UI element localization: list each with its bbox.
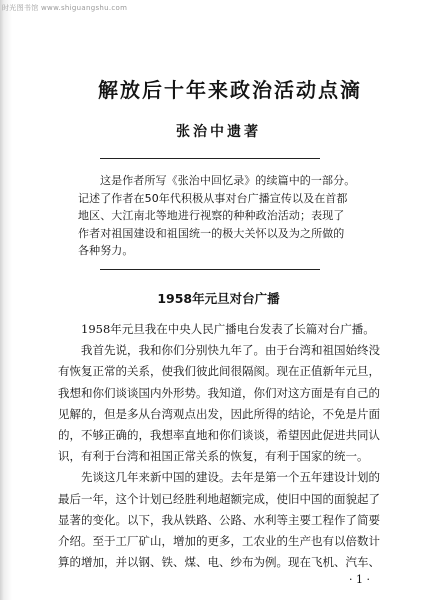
article-title: 解放后十年来政治活动点滴 <box>98 78 362 102</box>
intro-line: 记述了作者在50年代积极从事对台广播宣传以及在首都 <box>78 191 348 205</box>
watermark: 时光图书馆 www.shiguangshu.com <box>2 4 128 12</box>
body-line: 介绍。至于工厂矿山，增加的更多，工农业的生产也有以倍数计 <box>58 534 380 549</box>
section-heading: 1958年元旦对台广播 <box>157 291 280 306</box>
intro-line: 作者对祖国建设和祖国统一的极大关怀以及为之所做的 <box>78 226 345 240</box>
body-line: 显著的变化。以下，我从铁路、公路、水利等主要工程作了简要 <box>58 512 380 527</box>
body-line: 先谈这几年来新中国的建设。去年是第一个五年建设计划的 <box>81 470 380 485</box>
intro-line: 地区、大江南北等地进行视察的种种政治活动；表现了 <box>78 209 345 222</box>
body-text <box>58 319 394 573</box>
body-line: 识，有利于台湾和祖国正常关系的恢复，有利于国家的统一。 <box>58 449 369 464</box>
body-line: 1958年元旦我在中央人民广播电台发表了长篇对台广播。 <box>81 322 375 336</box>
body-line: 有恢复正常的关系，使我们彼此间很隔阂。现在正值新年元旦， <box>58 364 380 379</box>
body-line: 的，不够正确的，我想率直地和你们谈谈，希望因此促进共同认 <box>58 428 380 443</box>
intro-bottom-rule <box>100 269 320 270</box>
body-line: 最后一年，这个计划已经胜利地超额完成，使旧中国的面貌起了 <box>58 491 380 506</box>
body-line: 我想和你们谈谈国内外形势。我知道，你们对这方面是有自己的 <box>58 385 380 400</box>
intro-line: 各种努力。 <box>78 244 134 257</box>
author-line: 张治中遗著 <box>176 124 261 140</box>
page-number: · 1 · <box>349 573 370 586</box>
intro-top-rule <box>100 158 320 159</box>
body-line: 算的增加，并以钢、铁、煤、电、纱布为例。现在飞机、汽车、 <box>58 555 380 570</box>
intro-line: 这是作者所写《张治中回忆录》的续篇中的一部分。 <box>100 174 356 187</box>
body-line: 我首先说，我和你们分别快九年了。由于台湾和祖国始终没 <box>81 343 380 358</box>
body-line: 见解的，但是多从台湾观点出发，因此所得的结论，不免是片面 <box>58 406 380 421</box>
intro-paragraph <box>78 172 360 260</box>
